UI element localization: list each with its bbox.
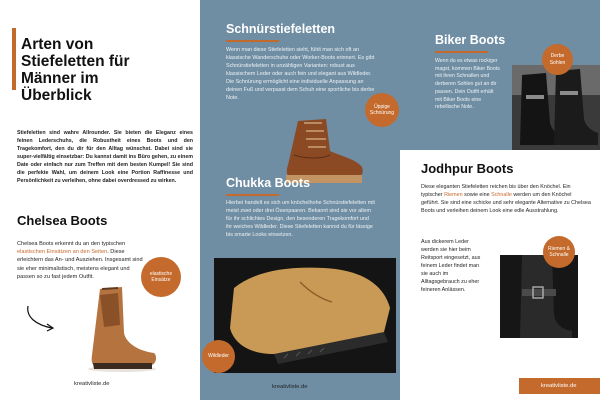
jodhpur-highlight-buckle: Schnalle	[491, 192, 512, 198]
chelsea-title: Chelsea Boots	[17, 213, 108, 228]
suede-badge-label: Wildleder	[208, 353, 229, 360]
schnuer-title: Schnürstiefeletten	[226, 22, 336, 36]
jodhpur-highlight-strap: Riemen	[444, 192, 463, 198]
page-title-line-4: Überblick	[21, 87, 92, 104]
chukka-title: Chukka Boots	[226, 176, 311, 190]
chelsea-boot-image	[78, 283, 158, 375]
chukka-photo	[214, 258, 396, 373]
middle-footer: kreativliste.de	[272, 384, 308, 390]
elastic-insert-badge-label: elastische Einsätze	[149, 270, 173, 283]
lace-badge-label: Üppige Schnürung	[369, 103, 395, 116]
page-title-line-2: Stiefeletten für	[21, 53, 130, 70]
biker-boot-image	[512, 65, 600, 150]
strap-badge-label: Riemen & Schnalle	[548, 245, 570, 258]
biker-title: Biker Boots	[435, 33, 506, 47]
schnuer-text: Wenn man diese Stiefeletten sieht, fühlt man sich oft an klassische Wanderschuhe oder Worker-Boots erinnert. Es gibt Schnürstiefeletten in unzähligen Varianten: robust aus klassischem Leder oder auch fein und elegant aus Wildleder. Die Schnürung ermöglicht eine individuelle Anpassung an deinen Fuß und verpasst dem Schuh eine sportliche bis derbe Note.	[226, 47, 375, 101]
chelsea-text-highlight: elastischen Einsätzen an den Seiten	[17, 249, 108, 256]
left-footer: kreativliste.de	[74, 381, 110, 387]
schnuer-underline	[226, 40, 279, 42]
sole-badge	[542, 44, 573, 75]
jodhpur-photo	[500, 255, 578, 338]
left-column	[0, 0, 200, 400]
jodhpur-text-c: werden um den Knöchel geführt. Sie sind eine schicke und sehr elegante Alternative zu Chelsea Boots und verleihen deinem Look eine edle Ausstrahlung.	[421, 192, 591, 214]
jodhpur-text-b: sowie eine	[464, 192, 490, 198]
right-column	[400, 0, 600, 400]
jodhpur-text-a: Diese eleganten Stiefeletten reichen bis über den Knöchel. Ein typischer	[421, 184, 571, 198]
page-title-line-3: Männer im	[21, 70, 99, 87]
page-title-line-1: Arten von	[21, 36, 94, 53]
chelsea-text	[17, 240, 143, 281]
intro-paragraph: Stiefeletten sind wahre Allrounder. Sie bieten die Eleganz eines feinen Lederschuhs, die Robustheit eines Boots und den Tragekomfort, den du dir für den Alltag wünschst. Dabei sind sie super-vielfältig einsetzbar: Du kannst damit ins Büro gehen, zu einem Date oder einfach nur zum Treffen mit dem besten Kumpel! Sie sind die perfekte Wahl, um deinem Look eine Portion Raffinesse und Persönlichkeit zu verleihen, ohne dabei overdressed zu wirken.	[17, 130, 193, 184]
right-footer: kreativliste.de	[541, 383, 577, 389]
biker-text: Wenn du es etwas rockiger magst, kommen Biker Boots mit ihren Schnallen und derberen Sohlen gut an dir passen. Dein Outfit erhält mit Biker Boots eine rebellische Note.	[435, 58, 500, 111]
biker-underline	[435, 51, 488, 53]
arrow-icon	[22, 303, 62, 333]
jodhpur-text	[421, 183, 591, 215]
jodhpur-text-2: Aus dickerem Leder werden sie hier beim Reitsport eingesetzt, aus feinem Leder findet man sie auch im Alltagsgebrauch zu eher feineren Anlässen.	[421, 239, 481, 293]
chelsea-text-b: . Diese erleichtern das An- und Ausziehen. Insgesamt sind sie eher minimalistisch, meistens elegant und passen so zu fast jedem Outfit.	[17, 249, 143, 280]
left-accent-bar	[12, 28, 16, 90]
chukka-boot-image	[214, 258, 396, 373]
sole-badge-label: Derbe Sohlen	[549, 53, 566, 66]
lace-badge	[365, 93, 399, 127]
suede-badge	[202, 340, 235, 373]
lace-boot-image	[276, 115, 368, 185]
middle-column	[200, 0, 400, 400]
jodhpur-boot-image	[500, 255, 578, 338]
jodhpur-title: Jodhpur Boots	[421, 161, 514, 176]
chukka-text: Hierbei handelt es sich um knöchelhohe Schnürstiefeletten mit meist zwei oder drei Ösenpaaren. Bekannt sind sie vor allem für ihr schlichtes Design, den besonderen Tragekomfort und ihr weiches Wildleder. Diese Stiefeletten kannst du für lässige bis smarte Looks einsetzen.	[226, 200, 375, 238]
biker-photo	[512, 65, 600, 150]
page-title	[21, 36, 196, 104]
chukka-underline	[226, 194, 279, 196]
strap-badge	[543, 236, 575, 268]
chelsea-text-a: Chelsea Boots erkennt du an den typischen	[17, 241, 126, 247]
